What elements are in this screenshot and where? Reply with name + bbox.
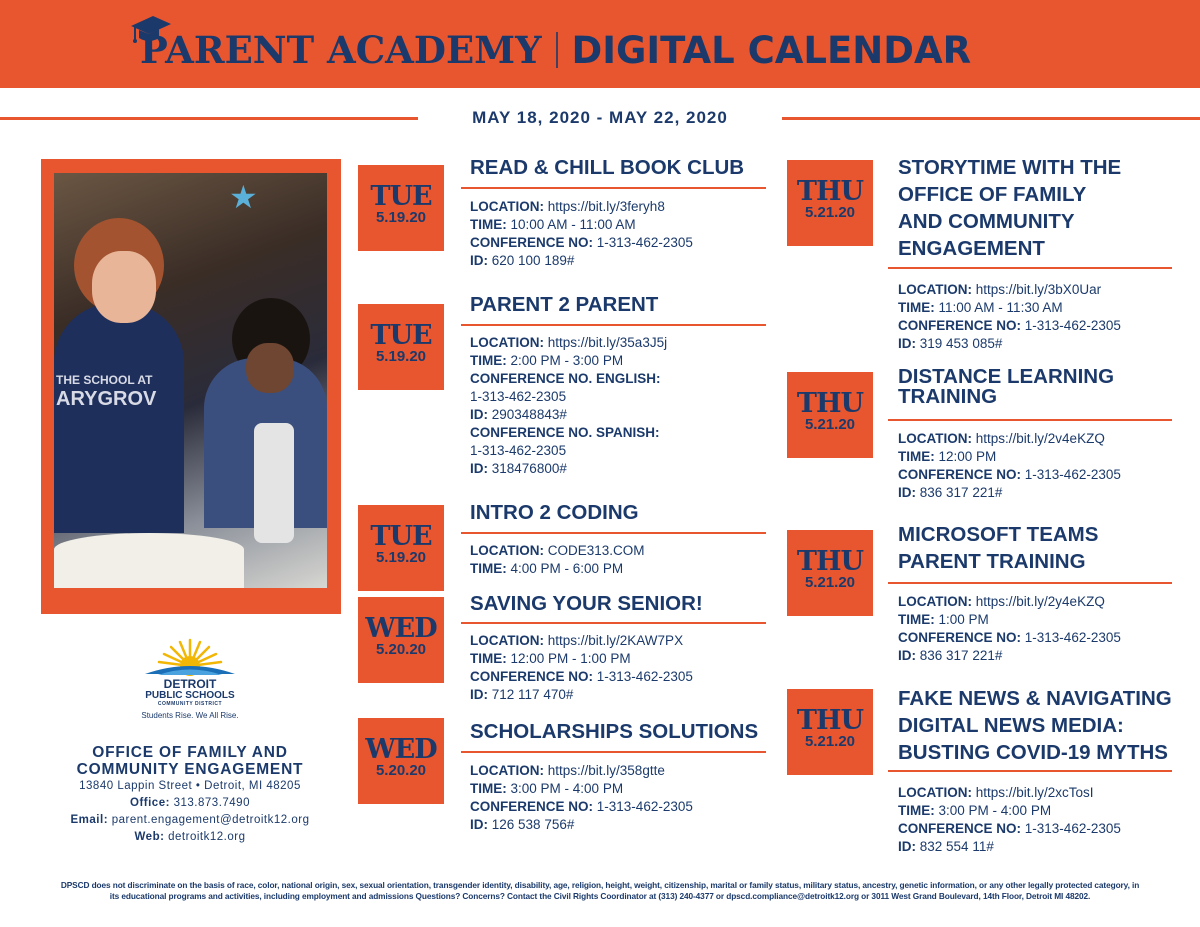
event-date-badge xyxy=(358,505,444,591)
event-detail-row xyxy=(898,629,1121,647)
office-email-value[interactable]: parent.engagement@detroitk12.org xyxy=(111,814,310,826)
event-divider xyxy=(461,187,766,189)
event-detail-row xyxy=(898,430,1121,448)
event-detail-value: 1-313-462-2305 xyxy=(1024,318,1121,333)
event-detail-label: TIME: xyxy=(898,612,935,627)
event-detail-row xyxy=(898,802,1121,820)
event-detail-row xyxy=(470,198,693,216)
student-shirt xyxy=(54,303,184,533)
event-date-badge xyxy=(787,372,873,458)
event-day: THU xyxy=(796,176,864,207)
event-location-link[interactable]: https://bit.ly/35a3J5j xyxy=(547,335,668,350)
event-date: 5.21.20 xyxy=(804,733,856,750)
event-detail-row xyxy=(470,406,667,424)
event-detail-value: 1-313-462-2305 xyxy=(596,235,693,250)
event-detail-label: ID: xyxy=(898,839,916,854)
event-title-line: PARENT TRAINING xyxy=(898,550,1086,573)
event-detail-value: 290348843# xyxy=(491,407,567,422)
event-title-line: OFFICE OF FAMILY xyxy=(898,183,1087,206)
dpscd-logo xyxy=(110,636,270,731)
event-detail-value: 1-313-462-2305 xyxy=(596,669,693,684)
event-detail-value: 12:00 PM xyxy=(938,449,997,464)
office-title-line1: OFFICE OF FAMILY AND xyxy=(92,744,288,761)
event-location-link[interactable]: CODE313.COM xyxy=(547,543,645,558)
event-title-line: ENGAGEMENT xyxy=(898,237,1045,260)
event-day: TUE xyxy=(370,320,432,351)
event-detail-row xyxy=(470,798,693,816)
student-face xyxy=(92,251,156,323)
event-details xyxy=(898,281,1121,353)
event-day: TUE xyxy=(370,521,432,552)
office-web-value[interactable]: detroitk12.org xyxy=(168,831,246,843)
event-detail-label: TIME: xyxy=(898,803,935,818)
event-title-line: AND COMMUNITY xyxy=(898,210,1075,233)
event-detail-row xyxy=(898,484,1121,502)
date-divider-left xyxy=(0,117,418,120)
event-detail-label: CONFERENCE NO: xyxy=(470,799,594,814)
event-title-line: SAVING YOUR SENIOR! xyxy=(470,592,703,615)
event-date: 5.21.20 xyxy=(804,574,856,591)
microscope xyxy=(254,423,294,543)
event-detail-label: CONFERENCE NO: xyxy=(898,318,1022,333)
event-detail-value: 10:00 AM - 11:00 AM xyxy=(510,217,636,232)
event-detail-value: 11:00 AM - 11:30 AM xyxy=(938,300,1063,315)
logo-line1: DETROIT xyxy=(163,677,217,691)
event-title-line: READ & CHILL BOOK CLUB xyxy=(470,156,745,179)
event-detail-label: LOCATION: xyxy=(898,594,972,609)
event-detail-label: ID: xyxy=(470,461,488,476)
students-microscope-photo xyxy=(54,173,327,588)
event-title-line: TRAINING xyxy=(898,385,998,408)
logo-tagline: Students Rise. We All Rise. xyxy=(141,711,239,720)
event-title-line: DISTANCE LEARNING xyxy=(898,365,1115,388)
sunrise-logo-icon xyxy=(140,636,240,676)
event-detail-value: 12:00 PM - 1:00 PM xyxy=(510,651,631,666)
event-detail-value: 1-313-462-2305 xyxy=(470,443,567,458)
shirt-text-bottom: ARYGROV xyxy=(56,388,157,411)
event-detail-label: LOCATION: xyxy=(470,335,544,350)
page-title xyxy=(140,30,971,70)
event-detail-row xyxy=(470,424,667,442)
event-detail-label: TIME: xyxy=(898,300,935,315)
event-date: 5.19.20 xyxy=(375,209,427,226)
event-title-line: INTRO 2 CODING xyxy=(470,501,639,524)
event-detail-row xyxy=(898,820,1121,838)
event-divider xyxy=(888,267,1172,269)
event-divider xyxy=(461,324,766,326)
event-title xyxy=(470,291,658,318)
event-title-line: SCHOLARSHIPS SOLUTIONS xyxy=(470,720,759,743)
event-detail-value: 836 317 221# xyxy=(919,648,1003,663)
event-day: THU xyxy=(796,705,864,736)
event-detail-label: CONFERENCE NO: xyxy=(470,235,594,250)
event-divider xyxy=(461,622,766,624)
event-detail-row xyxy=(898,335,1121,353)
event-detail-row xyxy=(898,448,1121,466)
event-detail-row xyxy=(898,466,1121,484)
event-detail-value: 832 554 11# xyxy=(919,839,994,854)
event-detail-label: LOCATION: xyxy=(898,785,972,800)
event-detail-value: 126 538 756# xyxy=(491,817,575,832)
event-detail-row xyxy=(470,816,693,834)
event-location-link[interactable]: https://bit.ly/2v4eKZQ xyxy=(975,431,1105,446)
event-location-link[interactable]: https://bit.ly/2y4eKZQ xyxy=(975,594,1105,609)
event-date: 5.19.20 xyxy=(375,348,427,365)
header-banner xyxy=(0,0,1200,88)
event-detail-row xyxy=(470,216,693,234)
event-detail-value: 1-313-462-2305 xyxy=(1024,630,1121,645)
event-detail-row xyxy=(898,317,1121,335)
footer-line2: its educational programs and activities, including employment and admissions Questions? Concerns? Contact the Civil Rights Coordinator at (313) 240-4377 or dpscd.compliance@detroitk12.org or 3011 West Grand Boulevard, 14th Floor, Detroit MI 48202. xyxy=(109,891,1091,901)
event-detail-row xyxy=(470,632,693,650)
event-date-badge xyxy=(787,530,873,616)
event-date: 5.21.20 xyxy=(804,204,856,221)
event-detail-row xyxy=(898,784,1121,802)
event-detail-value: 1-313-462-2305 xyxy=(1024,467,1121,482)
event-detail-value: 318476800# xyxy=(491,461,567,476)
event-detail-label: TIME: xyxy=(470,561,507,576)
event-detail-value: 3:00 PM - 4:00 PM xyxy=(938,803,1052,818)
office-address: 13840 Lappin Street • Detroit, MI 48205 xyxy=(79,780,301,792)
event-date: 5.19.20 xyxy=(375,549,427,566)
event-detail-label: LOCATION: xyxy=(898,431,972,446)
event-detail-label: ID: xyxy=(470,817,488,832)
event-location-link[interactable]: https://bit.ly/2xcTosI xyxy=(975,785,1094,800)
nondiscrimination-footer xyxy=(40,880,1160,902)
event-detail-value: 620 100 189# xyxy=(491,253,575,268)
event-detail-row xyxy=(470,352,667,370)
event-detail-value: 1-313-462-2305 xyxy=(596,799,693,814)
date-range-row xyxy=(0,104,1200,132)
event-detail-label: CONFERENCE NO: xyxy=(898,467,1022,482)
shirt-text-top: THE SCHOOL AT xyxy=(56,373,153,387)
event-location-link[interactable]: https://bit.ly/2KAW7PX xyxy=(547,633,684,648)
event-detail-label: LOCATION: xyxy=(470,763,544,778)
event-divider xyxy=(461,751,766,753)
event-divider xyxy=(888,770,1172,772)
event-title xyxy=(470,499,639,526)
event-detail-value: 1:00 PM xyxy=(938,612,989,627)
event-detail-row xyxy=(470,388,667,406)
event-details xyxy=(470,198,693,270)
event-detail-row xyxy=(898,838,1121,856)
event-detail-value: 1-313-462-2305 xyxy=(1024,821,1121,836)
event-detail-row xyxy=(470,542,645,560)
office-title-line2: COMMUNITY ENGAGEMENT xyxy=(76,761,304,778)
event-detail-value: 4:00 PM - 6:00 PM xyxy=(510,561,624,576)
event-detail-row xyxy=(470,234,693,252)
event-title-line: BUSTING COVID-19 MYTHS xyxy=(898,741,1168,764)
event-details xyxy=(470,334,667,478)
event-detail-label: LOCATION: xyxy=(898,282,972,297)
event-title xyxy=(898,154,1121,262)
event-detail-row xyxy=(898,647,1121,665)
date-divider-right xyxy=(782,117,1200,120)
office-web xyxy=(30,829,350,846)
title-right: DIGITAL CALENDAR xyxy=(571,28,972,72)
event-title-line: MICROSOFT TEAMS xyxy=(898,523,1099,546)
event-detail-label: ID: xyxy=(470,253,488,268)
event-title-line: FAKE NEWS & NAVIGATING xyxy=(898,687,1172,710)
event-detail-row xyxy=(470,252,693,270)
office-phone xyxy=(30,795,350,812)
event-detail-label: TIME: xyxy=(898,449,935,464)
event-date: 5.21.20 xyxy=(804,416,856,433)
shirt-lettering xyxy=(54,373,184,411)
photo-frame xyxy=(41,159,341,614)
event-date-badge xyxy=(358,165,444,251)
event-detail-label: LOCATION: xyxy=(470,199,544,214)
event-divider xyxy=(888,419,1172,421)
event-detail-row xyxy=(470,686,693,704)
event-title xyxy=(470,590,703,617)
event-detail-label: ID: xyxy=(898,648,916,663)
event-detail-value: 1-313-462-2305 xyxy=(470,389,567,404)
event-details xyxy=(898,593,1121,665)
event-detail-row xyxy=(470,460,667,478)
event-detail-value: 3:00 PM - 4:00 PM xyxy=(510,781,624,796)
event-detail-label: TIME: xyxy=(470,651,507,666)
event-detail-label: CONFERENCE NO: xyxy=(898,630,1022,645)
event-day: TUE xyxy=(370,181,432,212)
event-details xyxy=(898,430,1121,502)
event-date-badge xyxy=(358,718,444,804)
event-detail-value: 712 117 470# xyxy=(491,687,574,702)
office-web-label: Web: xyxy=(134,831,165,843)
event-date-badge xyxy=(358,304,444,390)
event-detail-label: ID: xyxy=(898,336,916,351)
title-divider xyxy=(556,32,558,68)
event-details xyxy=(470,632,693,704)
event-title xyxy=(898,521,1098,575)
event-details xyxy=(470,762,693,834)
event-detail-label: ID: xyxy=(470,407,488,422)
event-detail-row xyxy=(470,442,667,460)
event-day: WED xyxy=(365,734,437,765)
event-title xyxy=(898,685,1172,766)
event-date-badge xyxy=(358,597,444,683)
event-detail-label: CONFERENCE NO: xyxy=(470,669,594,684)
date-range: MAY 18, 2020 - MAY 22, 2020 xyxy=(472,108,728,127)
event-day: THU xyxy=(796,388,864,419)
event-detail-row xyxy=(898,299,1121,317)
event-title xyxy=(470,718,758,745)
title-left: PARENT ACADEMY xyxy=(140,28,542,72)
event-detail-value: 836 317 221# xyxy=(919,485,1003,500)
event-detail-row xyxy=(470,560,645,578)
event-date-badge xyxy=(787,160,873,246)
logo-line2: PUBLIC SCHOOLS xyxy=(145,690,235,701)
event-detail-label: TIME: xyxy=(470,353,507,368)
event-title xyxy=(898,367,1114,407)
event-detail-value: 319 453 085# xyxy=(919,336,1003,351)
event-detail-row xyxy=(470,650,693,668)
event-detail-row xyxy=(470,762,693,780)
event-location-link[interactable]: https://bit.ly/358gtte xyxy=(547,763,665,778)
office-email-label: Email: xyxy=(70,814,109,826)
event-detail-label: ID: xyxy=(470,687,488,702)
event-divider xyxy=(888,582,1172,584)
event-title-line: PARENT 2 PARENT xyxy=(470,293,659,316)
footer-line1: DPSCD does not discriminate on the basis of race, color, national origin, sex, sexual orientation, transgender identity, disability, age, religion, height, weight, citizenship, marital or family status, military status, ancestry, genetic information, or any other legally protected category, in xyxy=(60,880,1140,890)
event-divider xyxy=(461,532,766,534)
event-detail-label: TIME: xyxy=(470,217,507,232)
event-detail-label: CONFERENCE NO. SPANISH: xyxy=(470,425,660,440)
event-detail-label: LOCATION: xyxy=(470,633,544,648)
event-detail-label: CONFERENCE NO. ENGLISH: xyxy=(470,371,661,386)
event-details xyxy=(898,784,1121,856)
event-title-line: STORYTIME WITH THE xyxy=(898,156,1122,179)
event-location-link[interactable]: https://bit.ly/3feryh8 xyxy=(547,199,665,214)
event-day: WED xyxy=(365,613,437,644)
event-detail-row xyxy=(470,780,693,798)
event-details xyxy=(470,542,645,578)
event-detail-row xyxy=(898,611,1121,629)
student2-face xyxy=(246,343,294,393)
event-detail-value: 2:00 PM - 3:00 PM xyxy=(510,353,624,368)
event-detail-label: LOCATION: xyxy=(470,543,544,558)
event-detail-label: TIME: xyxy=(470,781,507,796)
event-location-link[interactable]: https://bit.ly/3bX0Uar xyxy=(975,282,1102,297)
logo-line3: COMMUNITY DISTRICT xyxy=(157,701,223,707)
event-date: 5.20.20 xyxy=(375,762,427,779)
office-email xyxy=(30,812,350,829)
office-phone-value: 313.873.7490 xyxy=(173,797,250,809)
event-detail-label: CONFERENCE NO: xyxy=(898,821,1022,836)
event-detail-row xyxy=(470,668,693,686)
event-title-line: DIGITAL NEWS MEDIA: xyxy=(898,714,1124,737)
office-contact xyxy=(30,744,350,846)
event-date: 5.20.20 xyxy=(375,641,427,658)
event-detail-label: ID: xyxy=(898,485,916,500)
event-detail-row xyxy=(898,593,1121,611)
event-date-badge xyxy=(787,689,873,775)
office-phone-label: Office: xyxy=(130,797,170,809)
event-detail-row xyxy=(898,281,1121,299)
event-detail-row xyxy=(470,370,667,388)
event-detail-row xyxy=(470,334,667,352)
event-day: THU xyxy=(796,546,864,577)
event-title xyxy=(470,154,744,181)
open-book xyxy=(54,533,244,588)
star-decoration-icon: ★ xyxy=(229,179,258,215)
